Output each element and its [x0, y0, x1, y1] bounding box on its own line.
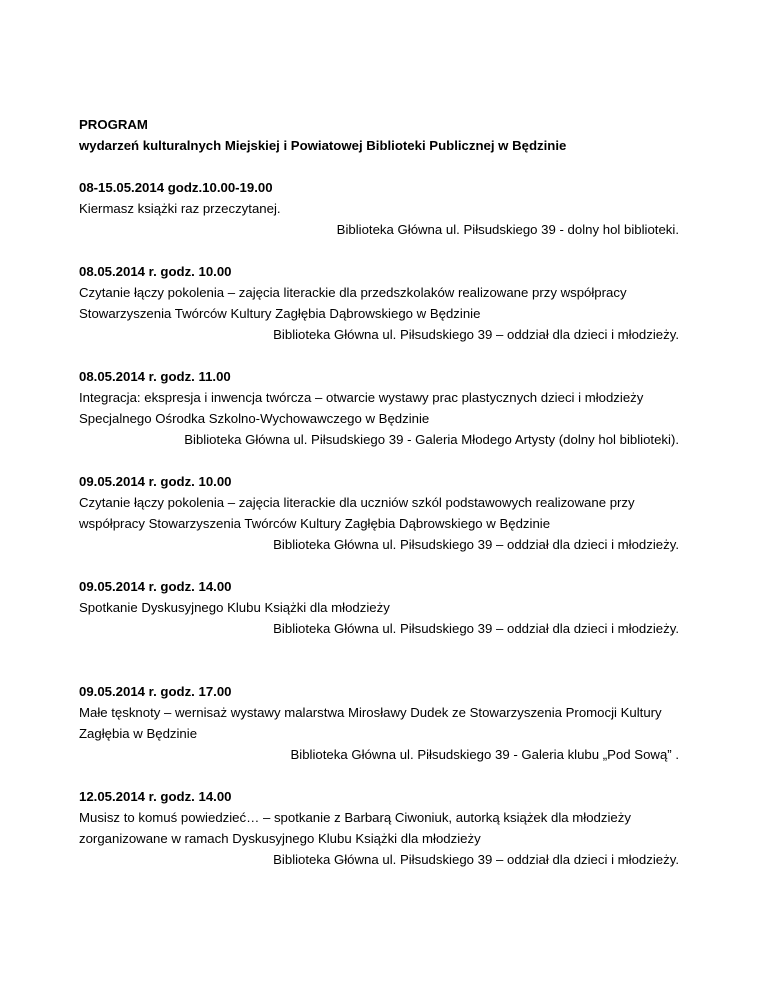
event-location: Biblioteka Główna ul. Piłsudskiego 39 – oddział dla dzieci i młodzieży. — [273, 537, 679, 552]
event-date: 08-15.05.2014 godz.10.00-19.00 — [79, 180, 273, 195]
event-description: Czytanie łączy pokolenia – zajęcia literackie dla uczniów szkól podstawowych realizowane przy współpracy Stowarzyszenia Twórców Kultury Zagłębia Dąbrowskiego w Będzinie — [79, 495, 635, 531]
event-date: 08.05.2014 r. godz. 10.00 — [79, 264, 232, 279]
event-date: 09.05.2014 r. godz. 17.00 — [79, 684, 232, 699]
event-location: Biblioteka Główna ul. Piłsudskiego 39 – oddział dla dzieci i młodzieży. — [273, 852, 679, 867]
event-date: 09.05.2014 r. godz. 10.00 — [79, 474, 232, 489]
event-date: 09.05.2014 r. godz. 14.00 — [79, 579, 232, 594]
event-item — [79, 681, 679, 765]
event-item — [79, 471, 679, 555]
event-location: Biblioteka Główna ul. Piłsudskiego 39 - dolny hol biblioteki. — [336, 222, 679, 237]
event-item — [79, 261, 679, 345]
document-subtitle: wydarzeń kulturalnych Miejskiej i Powiatowej Biblioteki Publicznej w Będzinie — [79, 138, 567, 153]
event-location: Biblioteka Główna ul. Piłsudskiego 39 – oddział dla dzieci i młodzieży. — [273, 621, 679, 636]
event-date: 12.05.2014 r. godz. 14.00 — [79, 789, 232, 804]
document-page — [79, 114, 679, 870]
document-title: PROGRAM — [79, 117, 148, 132]
event-description: Integracja: ekspresja i inwencja twórcza – otwarcie wystawy prac plastycznych dzieci i młodzieży Specjalnego Ośrodka Szkolno-Wychowawczego w Będzinie — [79, 390, 644, 426]
event-description: Kiermasz książki raz przeczytanej. — [79, 201, 281, 216]
event-description: Musisz to komuś powiedzieć… – spotkanie z Barbarą Ciwoniuk, autorką książek dla młodzieży zorganizowane w ramach Dyskusyjnego Klubu Książki dla młodzieży — [79, 810, 631, 846]
event-description: Spotkanie Dyskusyjnego Klubu Książki dla młodzieży — [79, 600, 390, 615]
event-item — [79, 366, 679, 450]
event-item — [79, 576, 679, 639]
event-location: Biblioteka Główna ul. Piłsudskiego 39 - Galeria Młodego Artysty (dolny hol biblioteki). — [184, 432, 679, 447]
event-date: 08.05.2014 r. godz. 11.00 — [79, 369, 231, 384]
event-item — [79, 177, 679, 240]
event-description: Małe tęsknoty – wernisaż wystawy malarstwa Mirosławy Dudek ze Stowarzyszenia Promocji Kultury Zagłębia w Będzinie — [79, 705, 662, 741]
event-item — [79, 786, 679, 870]
event-location: Biblioteka Główna ul. Piłsudskiego 39 - Galeria klubu „Pod Sową” . — [290, 747, 679, 762]
event-location: Biblioteka Główna ul. Piłsudskiego 39 – oddział dla dzieci i młodzieży. — [273, 327, 679, 342]
event-description: Czytanie łączy pokolenia – zajęcia literackie dla przedszkolaków realizowane przy współpracy Stowarzyszenia Twórców Kultury Zagłębia Dąbrowskiego w Będzinie — [79, 285, 627, 321]
